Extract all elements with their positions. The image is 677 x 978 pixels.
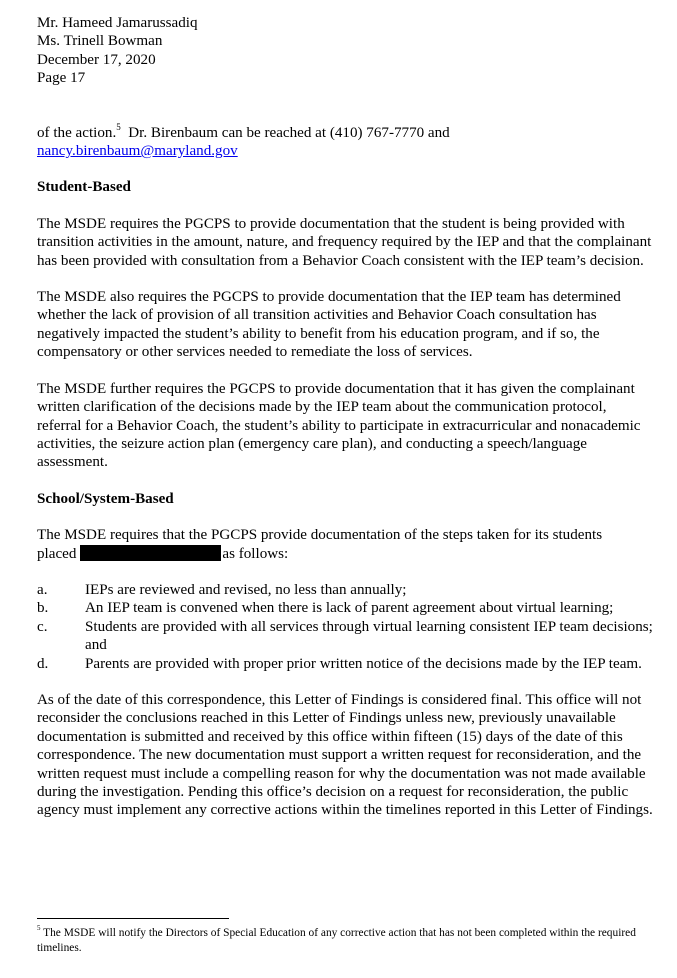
email-link[interactable]: nancy.birenbaum@maryland.gov: [37, 143, 238, 160]
letter-date: December 17, 2020: [37, 51, 156, 68]
recipient-2: Ms. Trinell Bowman: [37, 33, 163, 50]
footnote-divider: [37, 918, 229, 919]
list-item-letter: b.: [37, 600, 49, 617]
list-item: [37, 581, 653, 599]
redaction-block: [80, 545, 221, 561]
list-item-text: Parents are provided with proper prior written notice of the decisions made by the IEP team.: [85, 655, 642, 672]
list-item: [37, 618, 653, 655]
page-number: Page 17: [37, 70, 86, 87]
closing-paragraph: As of the date of this correspondence, this Letter of Findings is considered final. This office will not reconsider the conclusions reached in this Letter of Findings unless new, previously unavailable documentation is submitted and received by this office within fifteen (15) days of the date of this correspondence. The new documentation must support a written request for reconsideration, and the written request must include a compelling reason for why the documentation was not made available during the investigation. Pending this office’s decision on a request for reconsideration, the public agency must implement any corrective actions within the timelines reported in this Letter of Findings.: [37, 691, 653, 819]
school-based-intro: [37, 526, 653, 563]
student-based-paragraph-3: The MSDE further requires the PGCPS to provide documentation that it has given the complainant written clarification of the decisions made by the IEP team about the communication protocol, referral for a Behavior Coach, the student’s ability to participate in extracurricular and nonacademic activities, the seizure action plan (emergency care plan), and conducting a speech/language assessment.: [37, 380, 641, 471]
continuation-text: of the action.: [37, 124, 117, 141]
list-item-letter: d.: [37, 655, 49, 672]
letter-header: [37, 14, 653, 88]
list-item-letter: a.: [37, 581, 48, 598]
intro-line-2-end: as follows:: [222, 545, 289, 562]
list-item-text: IEPs are reviewed and revised, no less than annually;: [85, 581, 407, 598]
intro-line-2-start: placed: [37, 545, 77, 562]
list-item: [37, 655, 653, 673]
student-based-paragraph-2: The MSDE also requires the PGCPS to provide documentation that the IEP team has determined whether the lack of provision of all transition activities and Behavior Coach consultation has negatively impacted the student’s ability to benefit from his education program, and if so, the compensatory or other services needed to remediate the loss of services.: [37, 289, 621, 361]
list-item-text: An IEP team is convened when there is lack of parent agreement about virtual learning;: [85, 600, 614, 617]
footnote-text: The MSDE will notify the Directors of Special Education of any corrective action that has not been completed within the required timelines.: [37, 927, 636, 954]
footnote: [37, 926, 653, 956]
corrective-action-list: [37, 581, 653, 673]
student-based-paragraph-1: The MSDE requires the PGCPS to provide documentation that the student is being provided with transition activities in the amount, nature, and frequency required by the IEP and that the complainant has been provided with consultation from a Behavior Coach consistent with the IEP team’s decision.: [37, 215, 652, 269]
page-body: [37, 14, 653, 820]
section-heading-school-system-based: School/System-Based: [37, 490, 174, 507]
list-item-text: Students are provided with all services through virtual learning consistent IEP team decisions; and: [85, 618, 653, 654]
continuation-paragraph: [37, 121, 653, 161]
contact-text: Dr. Birenbaum can be reached at (410) 767-7770 and: [120, 124, 450, 141]
recipient-1: Mr. Hameed Jamarussadiq: [37, 15, 198, 31]
section-heading-student-based: Student-Based: [37, 179, 131, 196]
intro-line-1: The MSDE requires that the PGCPS provide documentation of the steps taken for its students: [37, 527, 603, 544]
footnote-reference: 5: [116, 121, 121, 132]
list-item-letter: c.: [37, 618, 48, 635]
list-item: [37, 599, 653, 617]
footnote-number: 5: [37, 924, 41, 933]
